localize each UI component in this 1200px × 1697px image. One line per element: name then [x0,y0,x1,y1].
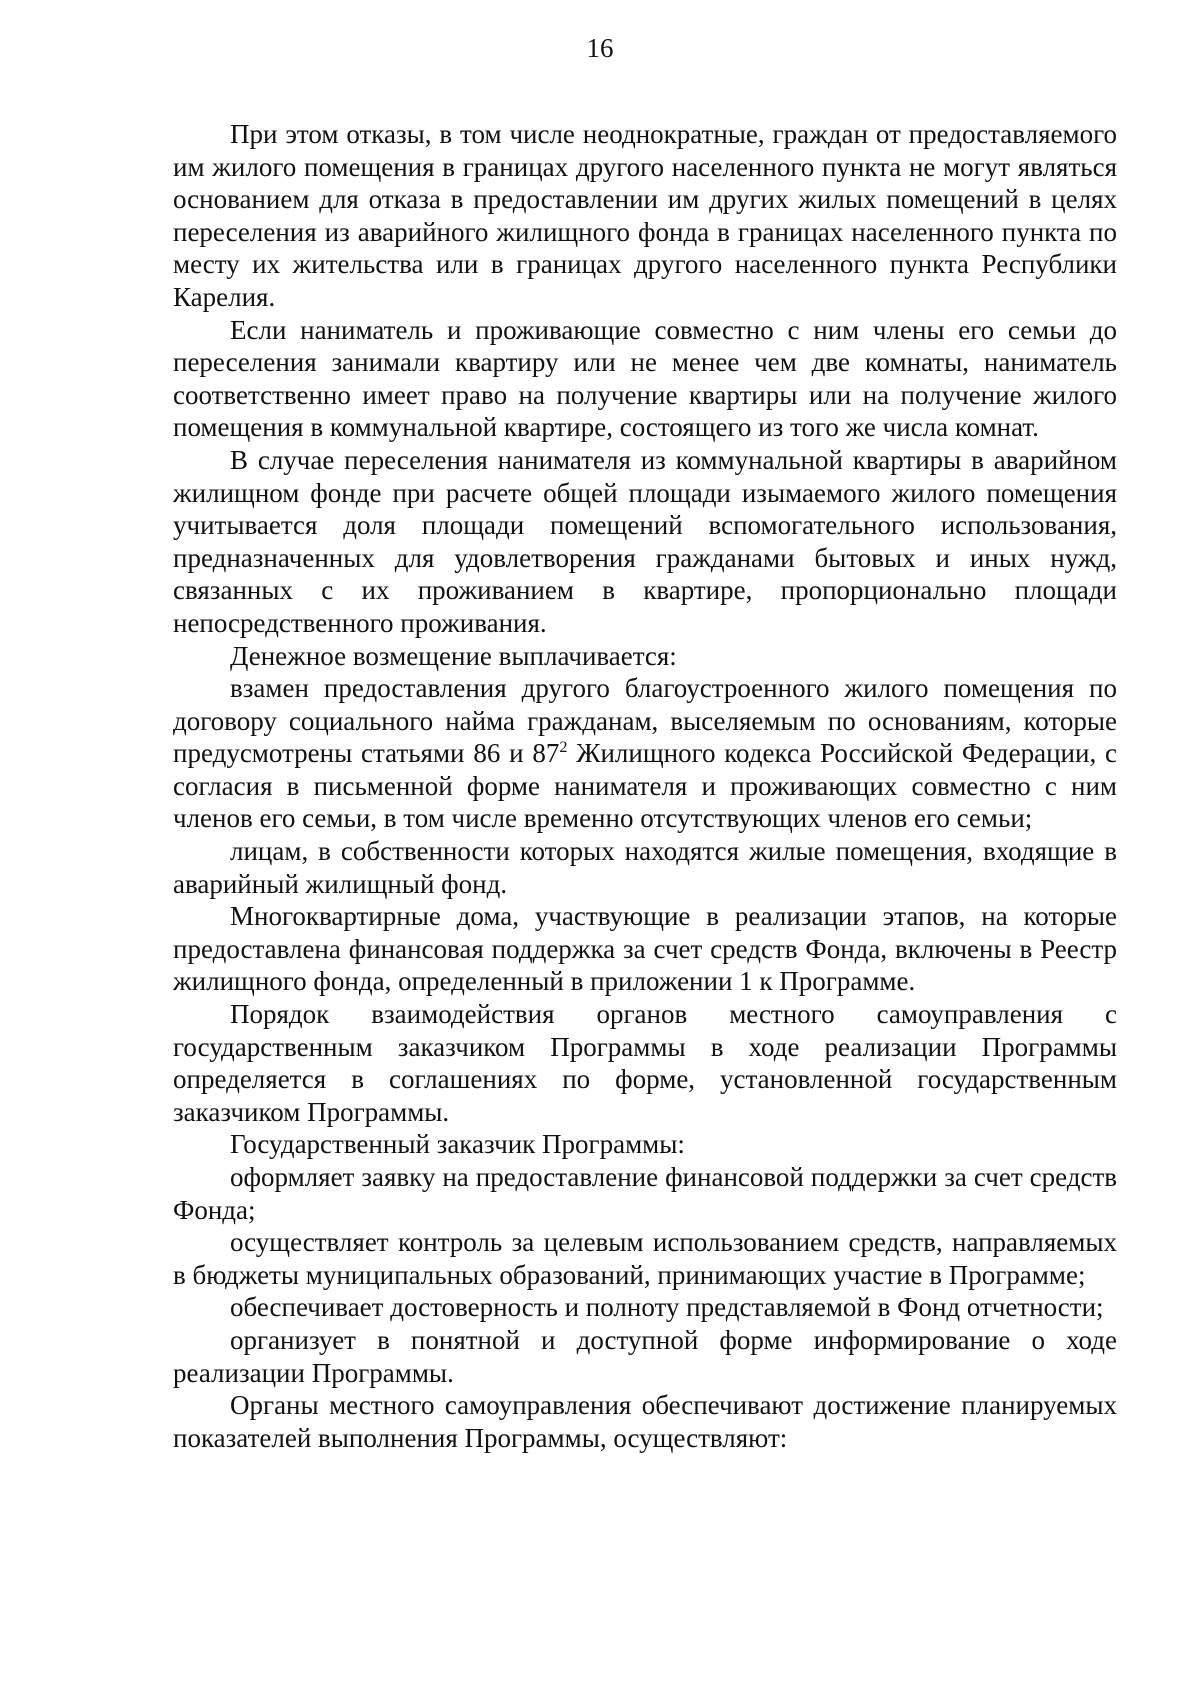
paragraph-local-authorities: Органы местного самоуправления обеспечивают достижение планируемых показателей выполнения Программы, осуществляют: [173,1390,1117,1453]
paragraph-communal-apartment: В случае переселения нанимателя из коммунальной квартиры в аварийном жилищном фонде при расчете общей площади изымаемого жилого помещения учитывается доля площади помещений вспомогательного использования, предназначенных для удовлетворения гражданами бытовых и иных нужд, связанных с их проживанием в квартире, пропорционально площади непосредственного проживания. [173,444,1117,638]
paragraph-customer-reporting: обеспечивает достоверность и полноту представляемой в Фонд отчетности; [230,1292,1104,1323]
paragraph-customer-intro: Государственный заказчик Программы: [230,1129,685,1160]
paragraph-customer-control: осуществляет контроль за целевым использованием средств, направляемых в бюджеты муниципальных образований, принимающих участие в Программе; [173,1227,1117,1290]
paragraph-refusals: При этом отказы, в том числе неоднократные, граждан от предоставляемого им жилого помещения в границах другого населенного пункта не могут являться основанием для отказа в предоставлении им других жилых помещений в целях переселения из аварийного жилищного фонда в границах населенного пункта по месту их жительства или в границах другого населенного пункта Республики Карелия. [173,119,1117,312]
paragraph-owners: лицам, в собственности которых находятся жилые помещения, входящие в аварийный жилищный фонд. [173,836,1117,899]
paragraph-customer-informing: организует в понятной и доступной форме информирование о ходе реализации Программы. [173,1324,1117,1388]
paragraph-compensation-instead-tail: Жилищного кодекса Российской Федерации, с согласия в письменной форме нанимателя и проживающих совместно с ним членов его семьи, в том числе временно отсутствующих членов его семьи; [173,738,1117,834]
paragraph-compensation-instead [173,672,1117,835]
paragraph-apartment-buildings: Многоквартирные дома, участвующие в реализации этапов, на которые предоставлена финансовая поддержка за счет средств Фонда, включены в Реестр жилищного фонда, определенный в приложении 1 к Программе. [173,901,1117,997]
page-number: 16 [586,33,614,63]
paragraph-tenant-rights: Если наниматель и проживающие совместно с ним члены его семьи до переселения занимали квартиру или не менее чем две комнаты, наниматель соответственно имеет право на получение квартиры или на получение жилого помещения в коммунальной квартире, состоящего из того же числа комнат. [173,314,1117,443]
document-body [173,118,1117,1454]
article-superscript: 2 [559,738,568,757]
paragraph-compensation-instead-text: взамен предоставления другого благоустроенного жилого помещения по договору социального найма гражданам, выселяемым по основаниям, которые предусмотрены статьями 86 и 87 [173,673,1117,769]
paragraph-customer-application: оформляет заявку на предоставление финансовой поддержки за счет средств Фонда; [173,1162,1117,1225]
paragraph-interaction-order: Порядок взаимодействия органов местного самоуправления с государственным заказчиком Программы в ходе реализации Программы определяется в соглашениях по форме, установленной государственным заказчиком Программы. [173,999,1117,1127]
paragraph-compensation-intro: Денежное возмещение выплачивается: [230,640,677,671]
